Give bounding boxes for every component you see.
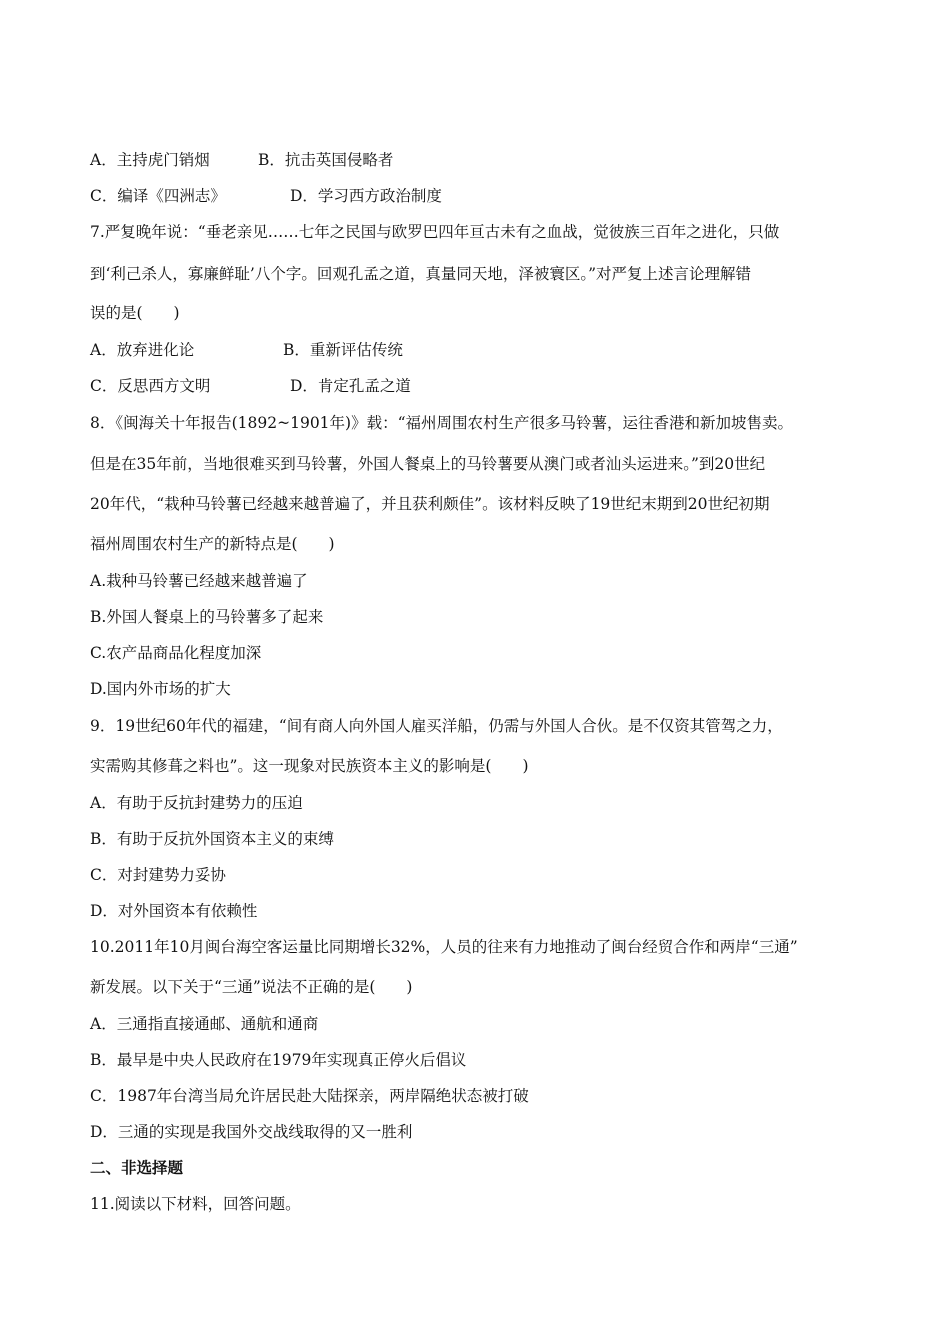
q9-stem-line-1: 9．19世纪60年代的福建，“间有商人向外国人雇买洋船，仍需与外国人合伙。是不仅资其管驾之力， xyxy=(90,717,783,735)
q8-stem-line-3: 20年代，“栽种马铃薯已经越来越普遍了，并且获利颇佳”。该材料反映了19世纪末期到20世纪初期 xyxy=(90,495,770,513)
q10-stem-line-2: 新发展。以下关于“三通”说法不正确的是( ) xyxy=(90,978,413,996)
q7-stem-line-3: 误的是( ) xyxy=(90,304,180,322)
q11-stem: 11.阅读以下材料，回答问题。 xyxy=(90,1195,301,1213)
q8-stem-line-1: 8．《闽海关十年报告(1892~1901年)》载：“福州周围农村生产很多马铃薯，运往香港和新加坡售卖。 xyxy=(90,414,794,432)
q9-option-d: D．对外国资本有依赖性 xyxy=(90,902,258,920)
q10-option-c: C．1987年台湾当局允许居民赴大陆探亲，两岸隔绝状态被打破 xyxy=(90,1087,529,1105)
q8-option-c: C.农产品商品化程度加深 xyxy=(90,644,262,662)
q7-option-b: B．重新评估传统 xyxy=(283,341,403,359)
q10-option-d: D．三通的实现是我国外交战线取得的又一胜利 xyxy=(90,1123,413,1141)
q8-option-b: B.外国人餐桌上的马铃薯多了起来 xyxy=(90,608,324,626)
section-heading: 二、非选择题 xyxy=(90,1158,184,1177)
q8-option-d: D.国内外市场的扩大 xyxy=(90,680,231,698)
q6-option-c: C．编译《四洲志》 xyxy=(90,187,226,205)
q7-stem-line-1: 7.严复晚年说：“垂老亲见……七年之民国与欧罗巴四年亘古未有之血战，觉彼族三百年之进化，只做 xyxy=(90,223,780,241)
q8-stem-line-2: 但是在35年前，当地很难买到马铃薯，外国人餐桌上的马铃薯要从澳门或者汕头运进来。”到20世纪 xyxy=(90,455,766,473)
q6-option-d: D．学习西方政治制度 xyxy=(290,187,442,205)
q8-stem-line-4: 福州周围农村生产的新特点是( ) xyxy=(90,535,335,553)
q6-option-b: B．抗击英国侵略者 xyxy=(258,151,394,169)
q9-option-b: B．有助于反抗外国资本主义的束缚 xyxy=(90,830,334,848)
q7-option-c: C．反思西方文明 xyxy=(90,377,211,395)
q10-stem-line-1: 10.2011年10月闽台海空客运量比同期增长32%，人员的往来有力地推动了闽台经贸合作和两岸“三通” xyxy=(90,938,798,956)
q7-option-d: D．肯定孔孟之道 xyxy=(290,377,411,395)
q10-option-a: A．三通指直接通邮、通航和通商 xyxy=(90,1015,319,1033)
q7-option-a: A．放弃进化论 xyxy=(90,341,195,359)
q9-stem-line-2: 实需购其修葺之料也”。这一现象对民族资本主义的影响是( ) xyxy=(90,757,529,775)
q9-option-c: C．对封建势力妥协 xyxy=(90,866,226,884)
q7-stem-line-2: 到‘利己杀人，寡廉鲜耻’八个字。回观孔孟之道，真量同天地，泽被寰区。”对严复上述言论理解错 xyxy=(90,265,752,283)
q8-option-a: A.栽种马铃薯已经越来越普遍了 xyxy=(90,572,308,590)
q6-option-a: A．主持虎门销烟 xyxy=(90,151,210,169)
q9-option-a: A．有助于反抗封建势力的压迫 xyxy=(90,794,303,812)
q10-option-b: B．最早是中央人民政府在1979年实现真正停火后倡议 xyxy=(90,1051,467,1069)
